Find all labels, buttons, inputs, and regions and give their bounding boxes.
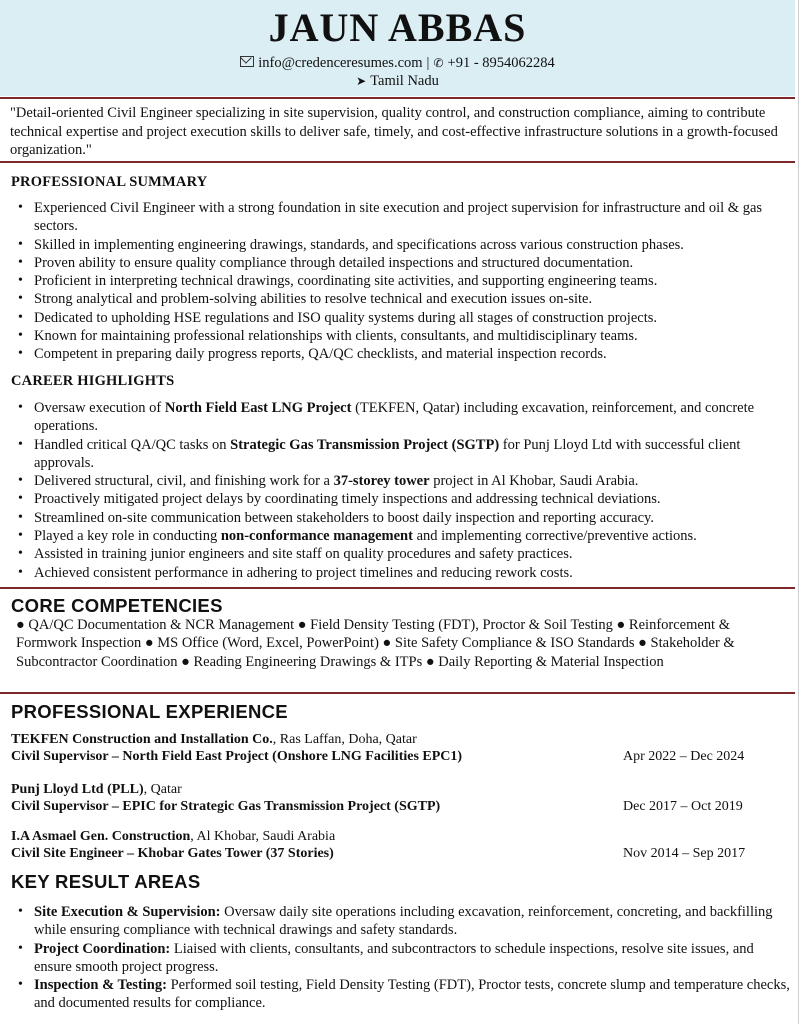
section-title-competencies: CORE COMPETENCIES — [11, 595, 223, 616]
company-location: , Al Khobar, Saudi Arabia — [190, 829, 336, 844]
objective-statement: "Detail-oriented Civil Engineer specializing in site supervision, quality control, and construction compliance, aiming to contribute technical expertise and project execution skills to deliver safe, timely, and cost-effective infrastructure solutions in a growth-focused organization." — [10, 105, 778, 158]
section-title-summary: PROFESSIONAL SUMMARY — [11, 174, 208, 190]
mail-icon — [240, 56, 254, 67]
job-role: Civil Supervisor – EPIC for Strategic Gas Transmission Project (SGTP) — [11, 799, 441, 814]
job-dates: Dec 2017 – Oct 2019 — [623, 799, 743, 814]
competencies-text: ● QA/QC Documentation & NCR Management ● Field Density Testing (FDT), Proctor & Soil Testing ● Reinforcement & Formwork Inspection ● MS Office (Word, Excel, PowerPoint) ● Site Safety Compliance & ISO Standards ● Stakeholder & Subcontractor Coordination ● Reading Engineering Drawings & ITPs ● Daily Reporting & Material Inspection — [16, 617, 735, 670]
list-item: • Assisted in training junior engineers and site staff on quality procedures and safety practices. — [0, 545, 790, 563]
job-role: Civil Supervisor – North Field East Project (Onshore LNG Facilities EPC1) — [11, 749, 463, 764]
list-item: • Played a key role in conducting non-conformance management and implementing corrective/preventive actions. — [0, 527, 790, 545]
summary-list — [0, 199, 790, 364]
phone-icon: ✆ — [433, 56, 444, 70]
company-name: Punj Lloyd Ltd (PLL) — [11, 782, 144, 797]
separator: | — [426, 55, 430, 71]
kra-list — [0, 903, 790, 1013]
list-item: • Known for maintaining professional relationships with clients, consultants, and multidisciplinary teams. — [0, 327, 790, 345]
job-entry — [11, 828, 786, 862]
section-title-kra: KEY RESULT AREAS — [11, 871, 201, 892]
company-name: TEKFEN Construction and Installation Co. — [11, 732, 273, 747]
list-item: • Delivered structural, civil, and finishing work for a 37-storey tower project in Al Khobar, Saudi Arabia. — [0, 472, 790, 490]
list-item: • Streamlined on-site communication between stakeholders to boost daily inspection and reporting accuracy. — [0, 509, 790, 527]
list-item: • Dedicated to upholding HSE regulations and ISO quality systems during all stages of construction projects. — [0, 309, 790, 327]
divider — [0, 97, 795, 99]
company-location: , Ras Laffan, Doha, Qatar — [272, 732, 417, 747]
section-title-experience: PROFESSIONAL EXPERIENCE — [11, 701, 288, 722]
contact-line — [0, 54, 795, 72]
job-entry — [11, 781, 786, 815]
phone-number: +91 - 8954062284 — [447, 55, 555, 71]
company-name: I.A Asmael Gen. Construction — [11, 829, 191, 844]
divider — [0, 587, 795, 589]
list-item: • Proven ability to ensure quality compliance through detailed inspections and structured documentation. — [0, 254, 790, 272]
candidate-name: JAUN ABBAS — [268, 5, 527, 50]
list-item: • Experienced Civil Engineer with a strong foundation in site execution and project supervision for infrastructure and oil & gas sectors. — [0, 199, 790, 236]
list-item: • Inspection & Testing: Performed soil testing, Field Density Testing (FDT), Proctor tests, concrete slump and temperature checks, and documented results for compliance. — [0, 976, 790, 1013]
list-item: • Project Coordination: Liaised with clients, consultants, and subcontractors to schedule inspections, resolve site issues, and ensure smooth project progress. — [0, 940, 790, 977]
list-item: • Oversaw execution of North Field East LNG Project (TEKFEN, Qatar) including excavation, reinforcement, and concrete operations. — [0, 399, 790, 436]
job-entry — [11, 731, 786, 765]
list-item: • Proficient in interpreting technical drawings, coordinating site activities, and supporting engineering teams. — [0, 272, 790, 290]
email-link[interactable]: info@credenceresumes.com — [258, 55, 423, 71]
list-item: • Handled critical QA/QC tasks on Strategic Gas Transmission Project (SGTP) for Punj Lloyd Ltd with successful client approvals. — [0, 436, 790, 473]
header — [0, 0, 795, 96]
list-item: • Achieved consistent performance in adhering to project timelines and reducing rework costs. — [0, 564, 790, 582]
job-role: Civil Site Engineer – Khobar Gates Tower (37 Stories) — [11, 846, 334, 861]
location-line — [0, 72, 795, 90]
list-item: • Proactively mitigated project delays by coordinating timely inspections and addressing technical deviations. — [0, 490, 790, 508]
company-location: , Qatar — [143, 782, 182, 797]
list-item: • Site Execution & Supervision: Oversaw daily site operations including excavation, reinforcement, concreting, and backfilling while ensuring compliance with technical drawings and safety standards. — [0, 903, 790, 940]
list-item: • Competent in preparing daily progress reports, QA/QC checklists, and material inspection records. — [0, 345, 790, 363]
highlights-list — [0, 399, 790, 582]
section-title-highlights: CAREER HIGHLIGHTS — [11, 373, 175, 389]
job-dates: Nov 2014 – Sep 2017 — [623, 846, 746, 861]
list-item: • Skilled in implementing engineering drawings, standards, and specifications across various construction phases. — [0, 236, 790, 254]
divider — [0, 161, 795, 163]
location-pointer-icon: ➤ — [356, 74, 367, 88]
divider — [0, 692, 795, 694]
list-item: • Strong analytical and problem-solving abilities to resolve technical and execution issues on-site. — [0, 290, 790, 308]
job-dates: Apr 2022 – Dec 2024 — [623, 749, 745, 764]
location-text: Tamil Nadu — [370, 73, 439, 89]
